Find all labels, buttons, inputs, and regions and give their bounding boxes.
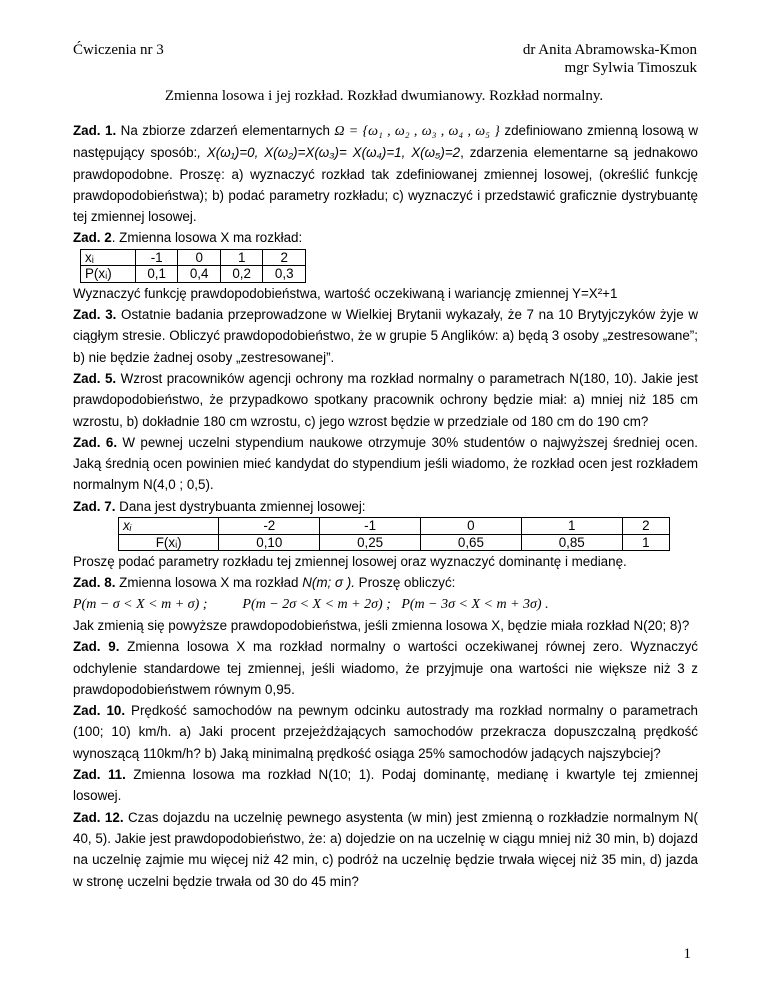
exercise-10: Zad. 10. Prędkość samochodów na pewnym odcinku autostrady ma rozkład normalny o parametrach (100; 10) km/h. a) Jaki procent przejeżdżających samochodów przekracza dopuszczalną prędkość wynoszącą 110km/h? b) Jaką minimalną prędkość osiąga 25% samochodów jadących najszybciej? [73,703,698,761]
exercise-12: Zad. 12. Czas dojazdu na uczelnię pewnego asystenta (w min) jest zmienną o rozkładzie normalnym N( 40, 5). Jakie jest prawdopodobieństwo, że: a) dojedzie on na uczelnię w ciągu mniej niż 30 min, b) dojazd na uczelnię zajmie mu więcej niż 42 min, c) podróż na uczelnię będzie trwała więcej niż 35 min, d) jazda w stronę uczelni będzie trwała od 30 do 45 min? [73,809,698,889]
page-title: Zmienna losowa i jej rozkład. Rozkład dwumianowy. Rozkład normalny. [164,88,604,104]
exercise-2: Zad. 2. Zmienna losowa X ma rozkład: [73,230,303,246]
header-course: Ćwiczenia nr 3 [73,42,164,58]
exercise-7: Zad. 7. Dana jest dystrybuanta zmiennej losowej: [73,498,366,514]
exercise-8: Zad. 8. Zmienna losowa X ma rozkład N(m; σ ). Proszę obliczyć: [73,575,456,591]
cdf-table: xᵢ -2 -1 0 1 2 F(xᵢ) 0,10 0,25 0,65 0,85 1 [118,517,670,551]
probability-formulas: P(m − σ < X < m + σ) ; P(m − 2σ < X < m + 2σ) ; P(m − 3σ < X < m + 3σ) . [73,596,549,612]
exercise-11: Zad. 11. Zmienna losowa ma rozkład N(10; 1). Podaj dominantę, medianę i kwartyle tej zmiennej losowej. [73,767,699,804]
exercise-list [73,120,698,892]
distribution-table: xᵢ -1 0 1 2 P(xᵢ) 0,1 0,4 0,2 0,3 [80,249,306,283]
exercise-2-task: Wyznaczyć funkcję prawdopodobieństwa, wartość oczekiwaną i wariancję zmiennej Y=X²+1 [73,285,618,301]
header-author-2: mgr Sylwia Timoszuk [564,60,697,76]
header-author-1: dr Anita Abramowska-Kmon [522,42,697,58]
omega-set: Ω = {ω₁ , ω₂ , ω₃ , ω₄ , ω₅ } [334,124,500,139]
exercise-9: Zad. 9. Zmienna losowa X ma rozkład normalny o wartości oczekiwanej równej zero. Wyznaczyć odchylenie standardowe tej zmiennej, jeśli wiadomo, że przyjmuje ona wartości nie większe niż 3 z prawdopodobieństwem równym 0,95. [73,639,698,697]
page-number: 1 [683,946,691,962]
exercise-6: Zad. 6. W pewnej uczelni stypendium naukowe otrzymuje 30% studentów o najwyższej średniej ocen. Jaką średnią ocen powinien mieć kandydat do stypendium jeśli wiadomo, że rozkład ocen jest rozkładem normalnym N(4,0 ; 0,5). [73,434,698,493]
exercise-1: Zad. 1. Na zbiorze zdarzeń elementarnych Ω = {ω₁ , ω₂ , ω₃ , ω₄ , ω₅ } zdefiniowano zmienną losową w następujący sposób:, X(ω₁)=0, X(ω₂)=X(ω₃)= X(ω₄)=1, X(ω₅)=2, zdarzenia elementarne są jednakowo prawdopodobne. Proszę: a) wyznaczyć rozkład tak zdefiniowanej zmiennej losowej, (określić funkcję prawdopodobieństwa); b) podać parametry rozkładu; c) wyznaczyć i przedstawić graficznie dystrybuantę tej zmiennej losowej. [73,123,699,225]
exercise-8-question: Jak zmienią się powyższe prawdopodobieństwa, jeśli zmienna losowa X, będzie miała rozkład N(20; 8)? [73,617,690,633]
exercise-7-task: Proszę podać parametry rozkładu tej zmiennej losowej oraz wyznaczyć dominantę i medianę. [73,554,627,570]
exercise-3: Zad. 3. Ostatnie badania przeprowadzone w Wielkiej Brytanii wykazały, że 7 na 10 Brytyjczyków żyje w ciągłym stresie. Obliczyć prawdopodobieństwo, że w grupie 5 Anglików: a) będą 3 osoby „zestresowane”; b) nie będzie żadnej osoby „zestresowanej”. [73,307,698,365]
exercise-5: Zad. 5. Wzrost pracowników agencji ochrony ma rozkład normalny o parametrach N(180, 10). Jakie jest prawdopodobieństwo, że przypadkowo spotkany pracownik ochrony będzie miał: a) mniej niż 185 cm wzrostu, b) dokładnie 180 cm wzrostu, c) jego wzrost będzie w przedziale od 180 cm do 190 cm? [73,370,698,429]
